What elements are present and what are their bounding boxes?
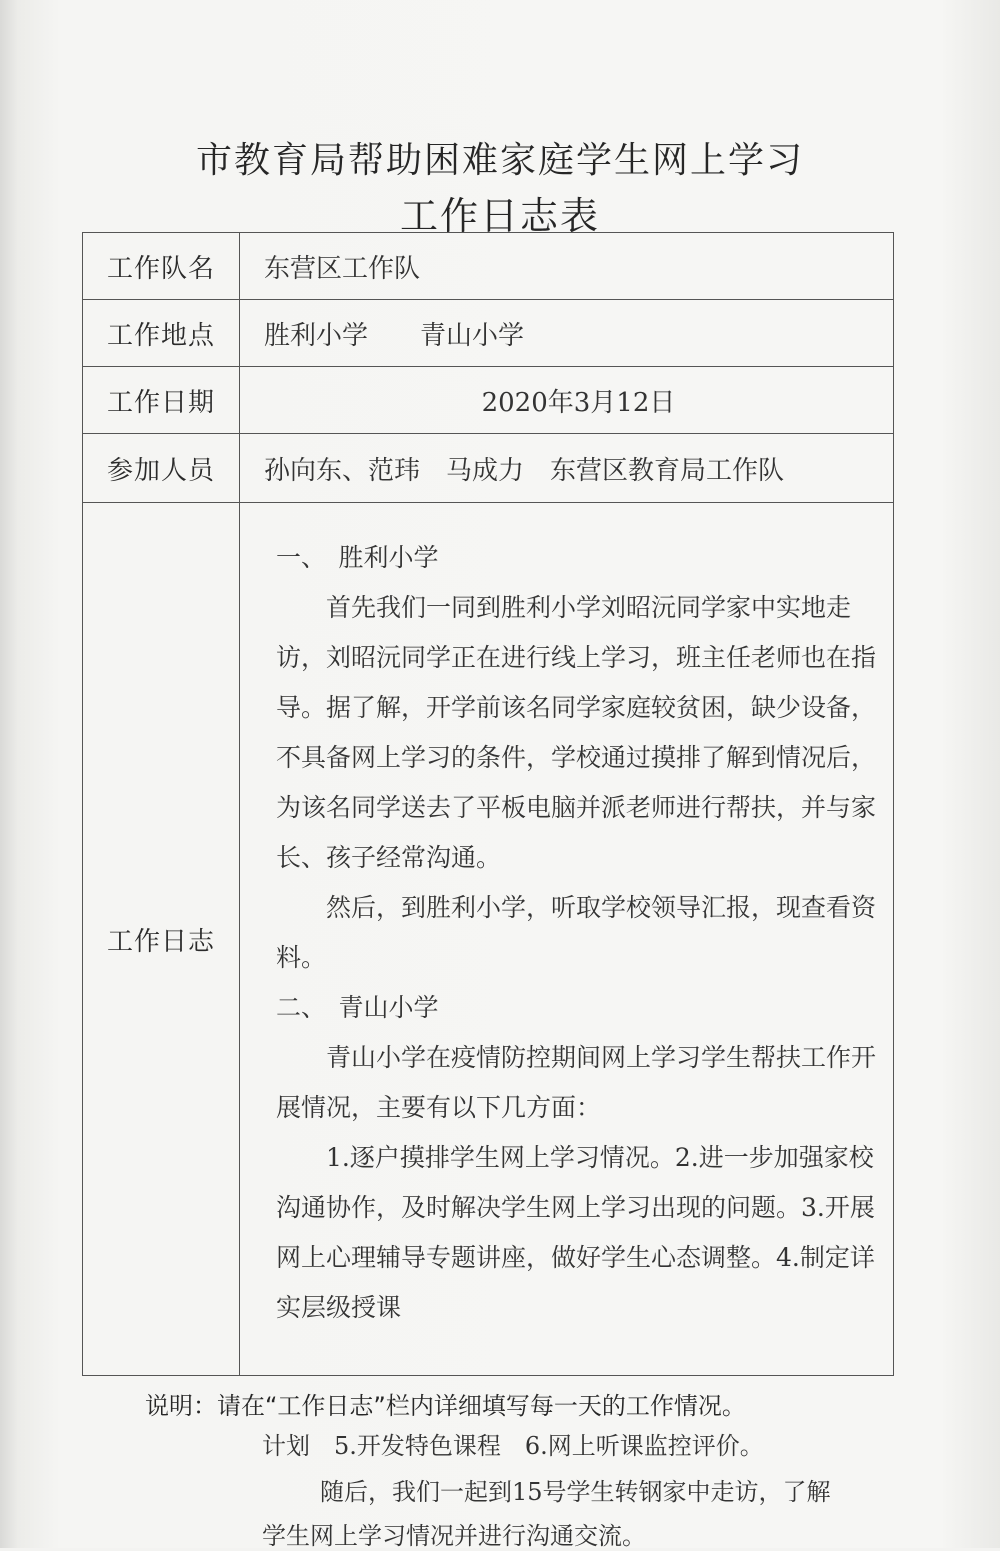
log-content [240,503,894,1376]
log-label: 工作日志 [83,503,240,1376]
team-label: 工作队名 [83,233,240,300]
section1-paragraph2: 然后，到胜利小学，听取学校领导汇报，现查看资料。 [276,893,877,972]
date-value: 2020年3月12日 [240,367,894,434]
location-value: 胜利小学 青山小学 [240,300,894,367]
continuation-line-1: 计划 5.开发特色课程 6.网上听课监控评价。 [262,1432,764,1460]
row-members [83,434,894,503]
section1-heading: 一、 胜利小学 [276,543,439,572]
location-label: 工作地点 [83,300,240,367]
members-label: 参加人员 [83,434,240,503]
section2-paragraph2: 1.逐户摸排学生网上学习情况。2.进一步加强家校沟通协作，及时解决学生网上学习出现的问题。3.开展网上心理辅导专题讲座，做好学生心态调整。4.制定详实层级授课 [276,1143,875,1322]
section2-paragraph1: 青山小学在疫情防控期间网上学习学生帮扶工作开展情况，主要有以下几方面： [276,1043,877,1122]
form-title: 市教育局帮助困难家庭学生网上学习 [195,140,804,181]
continuation-line-2: 随后，我们一起到15号学生转钢家中走访，了解 [320,1478,831,1506]
form-subtitle: 工作日志表 [399,194,600,238]
row-log [83,503,894,1376]
row-location [83,300,894,367]
section1-paragraph1: 首先我们一同到胜利小学刘昭沅同学家中实地走访，刘昭沅同学正在进行线上学习，班主任老师也在指导。据了解，开学前该名同学家庭较贫困，缺少设备，不具备网上学习的条件，学校通过摸排了解到情况后，为该名同学送去了平板电脑并派老师进行帮扶，并与家长、孩子经常沟通。 [276,593,877,872]
team-value: 东营区工作队 [240,233,894,300]
section2-heading: 二、 青山小学 [276,993,439,1022]
date-label: 工作日期 [83,367,240,434]
members-value: 孙向东、范玮 马成力 东营区教育局工作队 [240,434,894,503]
row-date [83,367,894,434]
instruction-note: 说明：请在“工作日志”栏内详细填写每一天的工作情况。 [145,1392,746,1420]
row-team [83,233,894,300]
continuation-line-3: 学生网上学习情况并进行沟通交流。 [262,1522,646,1550]
work-log-table [82,232,894,1376]
